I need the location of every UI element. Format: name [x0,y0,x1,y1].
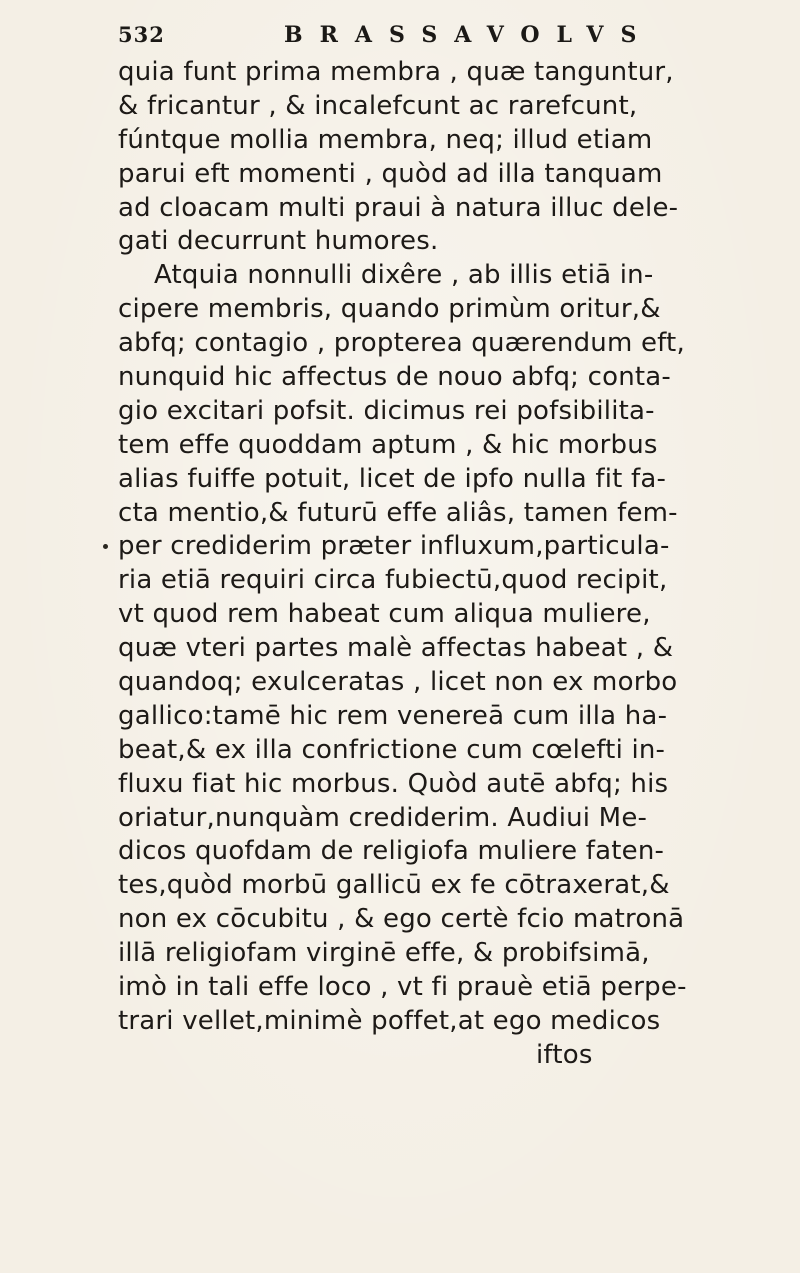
paragraph-start-line: Atquia nonnulli dixêre , ab illis etiā in- [154,260,654,291]
text-line: nunquid hic affectus de nouo abfq; conta- [118,362,671,393]
text-line: cta mentio,& futurū effe aliâs, tamen fem- [118,497,678,528]
text-line: oriatur,nunquàm crediderim. Audiui Me- [118,802,648,833]
text-line: quia funt prima membra , quæ tanguntur, [118,57,674,87]
text-line: vt quod rem habeat cum aliqua muliere, [118,599,651,630]
text-line: trari vellet,minimè poffet,at ego medicos [118,1005,661,1036]
text-line: gallico:tamē hic rem venereā cum illa ha- [118,700,668,731]
text-line: quæ vteri partes malè affectas habeat , & [118,633,674,664]
running-head: BRASSAVOLVS [284,22,654,48]
text-line: alias fuiffe potuit, licet de ipfo nulla fit fa- [118,463,667,494]
text-line: imò in tali effe loco , vt fi prauè etiā perpe- [118,972,687,1003]
catchword: iftos [536,1039,593,1070]
text-line: illā religiofam virginē effe, & probifsimā, [118,938,650,969]
margin-mark [103,544,108,549]
text-line: tes,quòd morbū gallicū ex fe cōtraxerat,& [118,870,670,901]
text-line: & fricantur , & incalefcunt ac rarefcunt, [118,90,638,121]
text-line: per crediderim præter influxum,particula- [118,531,670,562]
text-line: ad cloacam multi praui à natura illuc dele- [118,192,679,223]
text-line: quandoq; exulceratas , licet non ex morbo [118,667,678,698]
text-line: abfq; contagio , propterea quærendum eft, [118,328,685,359]
page-number: 532 [118,22,165,47]
text-line: beat,& ex illa confrictione cum cœlefti in- [118,734,666,765]
text-line: fluxu fiat hic morbus. Quòd autē abfq; his [118,768,669,799]
text-line: gio excitari pofsit. dicimus rei pofsibilita- [118,395,655,426]
text-line: tem effe quoddam aptum , & hic morbus [118,429,658,460]
text-line: fúntque mollia membra, neq; illud etiam [118,124,653,155]
text-block [118,56,738,1073]
text-line: parui eft momenti , quòd ad illa tanquam [118,158,663,189]
text-line: dicos quofdam de religiofa muliere faten- [118,836,665,867]
text-line: ria etiā requiri circa fubiectū,quod recipit, [118,565,668,596]
text-line: gati decurrunt humores. [118,226,439,257]
page-header [118,18,678,52]
text-line: cipere membris, quando primùm oritur,& [118,294,661,325]
text-line: non ex cōcubitu , & ego certè fcio matronā [118,904,685,935]
